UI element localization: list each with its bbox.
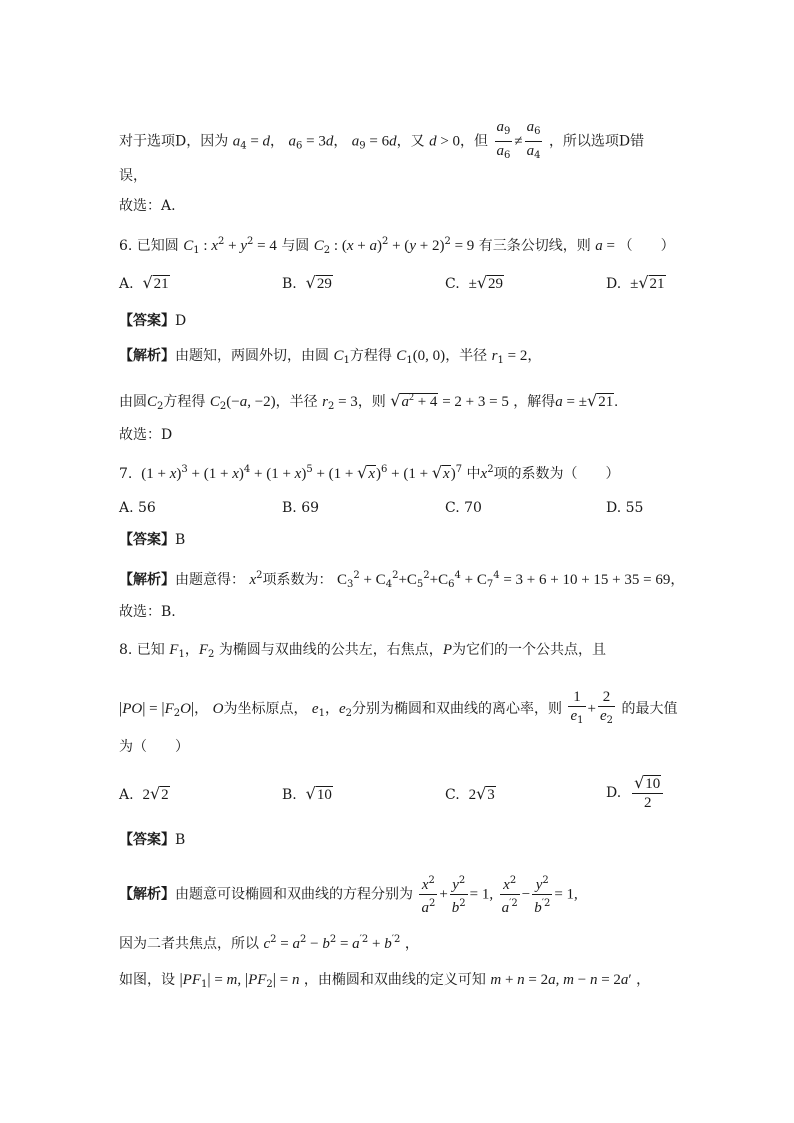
fraction-a9-a6: $\frac{a_9}{a_6}$ bbox=[496, 119, 511, 161]
text-fragment: 对于选项D，因为 bbox=[119, 133, 229, 150]
q8-analysis-line1: 【解析】由题意可设椭圆和双曲线的方程分别为 $\frac{x^2}{a^2}$ + $\frac{y^2}{b^2}$ = 1, $\frac{x^2}{a^{'2}}$ − $\frac{y^2}{b^{'2}}$ = 1, bbox=[119, 872, 578, 917]
q6-option-a: A. √21 bbox=[119, 273, 169, 292]
q7-option-c: C. 70 bbox=[445, 500, 482, 516]
choice-line: 故选：B. bbox=[119, 604, 176, 620]
text-line: 为（ ） bbox=[119, 739, 189, 755]
q7-analysis: 【解析】由题意得： $x^2$项系数为： $C_3^2 + C_4^2+C_5^2+C_6^4 + C_7^4 = 3 + 6 + 10 + 15 + 35 = 69$， bbox=[119, 570, 685, 590]
choice-line: 故选：D bbox=[119, 427, 173, 443]
question-6-stem: 6. 已知圆 $C_1$ : $x^2 + y^2 = 4$ 与圆 $C_2$ : $(x + a)^2 + (y + 2)^2 = 9$ 有三条公切线，则 a = （ ） bbox=[119, 236, 675, 256]
q8-option-a: A. 2√2 bbox=[119, 784, 169, 803]
q8-analysis-line3: 如图，设 $|PF_1| = m$, $|PF_2| = n$ ，由椭圆和双曲线的定义可知 m + n = 2a, m − n = 2a′ ， bbox=[119, 971, 651, 990]
q6-option-c: C. ±√29 bbox=[445, 273, 504, 292]
question-7-stem: 7. $(1 + x)^3 + (1 + x)^4 + (1 + x)^5 + (1 + √x)^6 + (1 + √x)^7$ 中$x^2$项的系数为（ ） bbox=[119, 463, 620, 482]
text-fragment: ，所以选项D错 bbox=[548, 133, 645, 150]
q8-option-d: D. $\frac{√10}{2}$ bbox=[606, 774, 665, 812]
q8-analysis-line2: 因为二者共焦点，所以 $c^2 = a^2 - b^2 = a^{'2} + b^{'2}$ ， bbox=[119, 934, 419, 952]
fraction-1-e1: $\frac{1}{e_1}$ bbox=[570, 689, 584, 726]
text-line: 误， bbox=[119, 168, 147, 184]
q6-analysis-line2: 由圆$C_2$方程得 $C_2(-a$, −2)，半径 $r_2 = 3$，则 $√a^2 + 4 = 2 + 3 = 5$ ，解得a = ±√21. bbox=[119, 391, 618, 412]
q8-option-c: C. 2√3 bbox=[445, 784, 495, 803]
choice-line: 故选：A. bbox=[119, 198, 176, 214]
q6-option-b: B. √29 bbox=[282, 273, 332, 292]
q6-option-d: D. ±√21 bbox=[606, 273, 665, 292]
question-8-stem: 8. 已知 $F_1$，$F_2$ 为椭圆与双曲线的公共左，右焦点，P为它们的一个公共点，且 bbox=[119, 642, 606, 660]
q7-option-a: A. 56 bbox=[119, 500, 156, 516]
q6-answer: 【答案】D bbox=[119, 313, 187, 329]
q7-option-b: B. 69 bbox=[282, 500, 320, 516]
question-8-line2: $|PO| = |F_2O|$， O为坐标原点， $e_1$，$e_2$分别为椭圆和双曲线的离心率，则 $\frac{1}{e_1}$ + $\frac{2}{e_2}$ 的最大值 bbox=[119, 688, 677, 730]
q7-answer: 【答案】B bbox=[119, 532, 186, 548]
option-d-analysis: 对于选项D，因为 $a_4 = d$， $a_6 = 3d$， $a_9 = 6d$，又 d > 0，但 $\frac{a_9}{a_6}$ ≠ $\frac{a_6}{a_4}$ ，所以选项D错 bbox=[119, 118, 644, 165]
q8-option-b: B. √10 bbox=[282, 784, 332, 803]
q8-answer: 【答案】B bbox=[119, 832, 186, 848]
q7-option-d: D. 55 bbox=[606, 500, 644, 516]
q6-analysis-line1: 【解析】由题知，两圆外切，由圆 $C_1$方程得 $C_1(0$, 0)，半径 $r_1 = 2$， bbox=[119, 348, 542, 366]
fraction-2-e2: $\frac{2}{e_2}$ bbox=[599, 689, 614, 726]
fraction-a6-a4: $\frac{a_6}{a_4}$ bbox=[526, 119, 541, 161]
